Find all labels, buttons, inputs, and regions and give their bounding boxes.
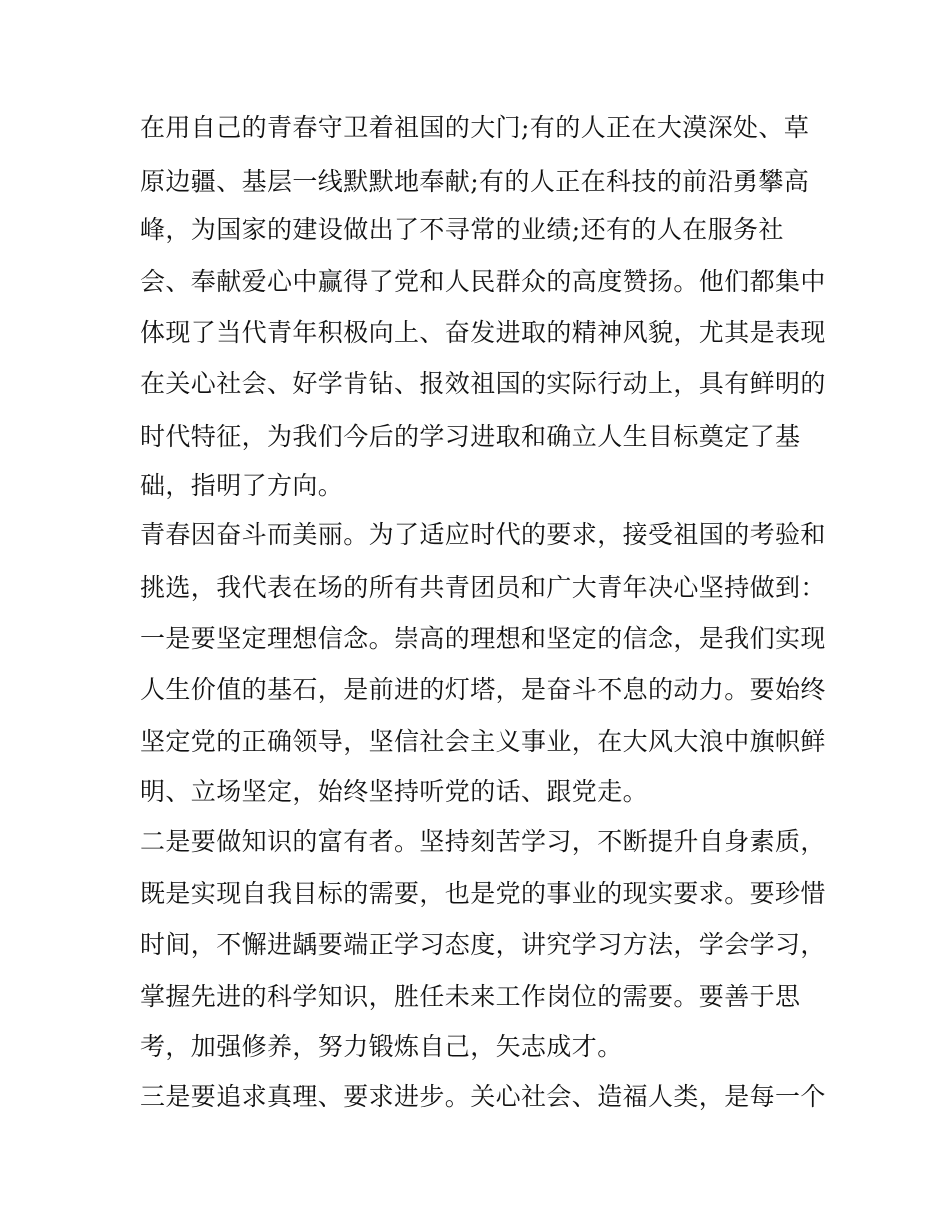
text-line: 会、奉献爱心中赢得了党和人民群众的高度赞扬。他们都集中 bbox=[140, 267, 826, 296]
text-line: 青春因奋斗而美丽。为了适应时代的要求，接受祖国的考验和 bbox=[140, 520, 826, 549]
text-line: 掌握先进的科学知识，胜任未来工作岗位的需要。要善于思 bbox=[140, 982, 801, 1011]
text-line: 二是要做知识的富有者。坚持刻苦学习，不断提升自身素质， bbox=[140, 827, 826, 856]
text-line: 既是实现自我目标的需要，也是党的事业的现实要求。要珍惜 bbox=[140, 879, 826, 908]
text-line: 人生价值的基石，是前进的灯塔，是奋斗不息的动力。要始终 bbox=[140, 675, 826, 704]
text-line: 明、立场坚定，始终坚持听党的话、跟党走。 bbox=[140, 777, 649, 806]
text-line: 在关心社会、好学肯钻、报效祖国的实际行动上，具有鲜明的 bbox=[140, 369, 826, 398]
text-line: 挑选，我代表在场的所有共青团员和广大青年决心坚持做到： bbox=[140, 573, 826, 602]
text-line: 时代特征，为我们今后的学习进取和确立人生目标奠定了基 bbox=[140, 422, 801, 451]
text-line: 在用自己的青春守卫着祖国的大门;有的人正在大漠深处、草 bbox=[140, 113, 810, 142]
text-line: 坚定党的正确领导，坚信社会主义事业，在大风大浪中旗帜鲜 bbox=[140, 727, 826, 756]
text-line: 原边疆、基层一线默默地奉献;有的人正在科技的前沿勇攀高 bbox=[140, 167, 810, 196]
text-line: 峰，为国家的建设做出了不寻常的业绩;还有的人在服务社 bbox=[140, 215, 784, 244]
text-line: 考，加强修养，努力锻炼自己，矢志成才。 bbox=[140, 1032, 623, 1061]
text-line: 一是要坚定理想信念。崇高的理想和坚定的信念，是我们实现 bbox=[140, 624, 826, 653]
text-line: 三是要追求真理、要求进步。关心社会、造福人类，是每一个 bbox=[140, 1082, 826, 1111]
text-line: 础，指明了方向。 bbox=[140, 471, 344, 500]
text-line: 体现了当代青年积极向上、奋发进取的精神风貌，尤其是表现 bbox=[140, 318, 826, 347]
text-line: 时间，不懈进龋要端正学习态度，讲究学习方法，学会学习， bbox=[140, 930, 826, 959]
